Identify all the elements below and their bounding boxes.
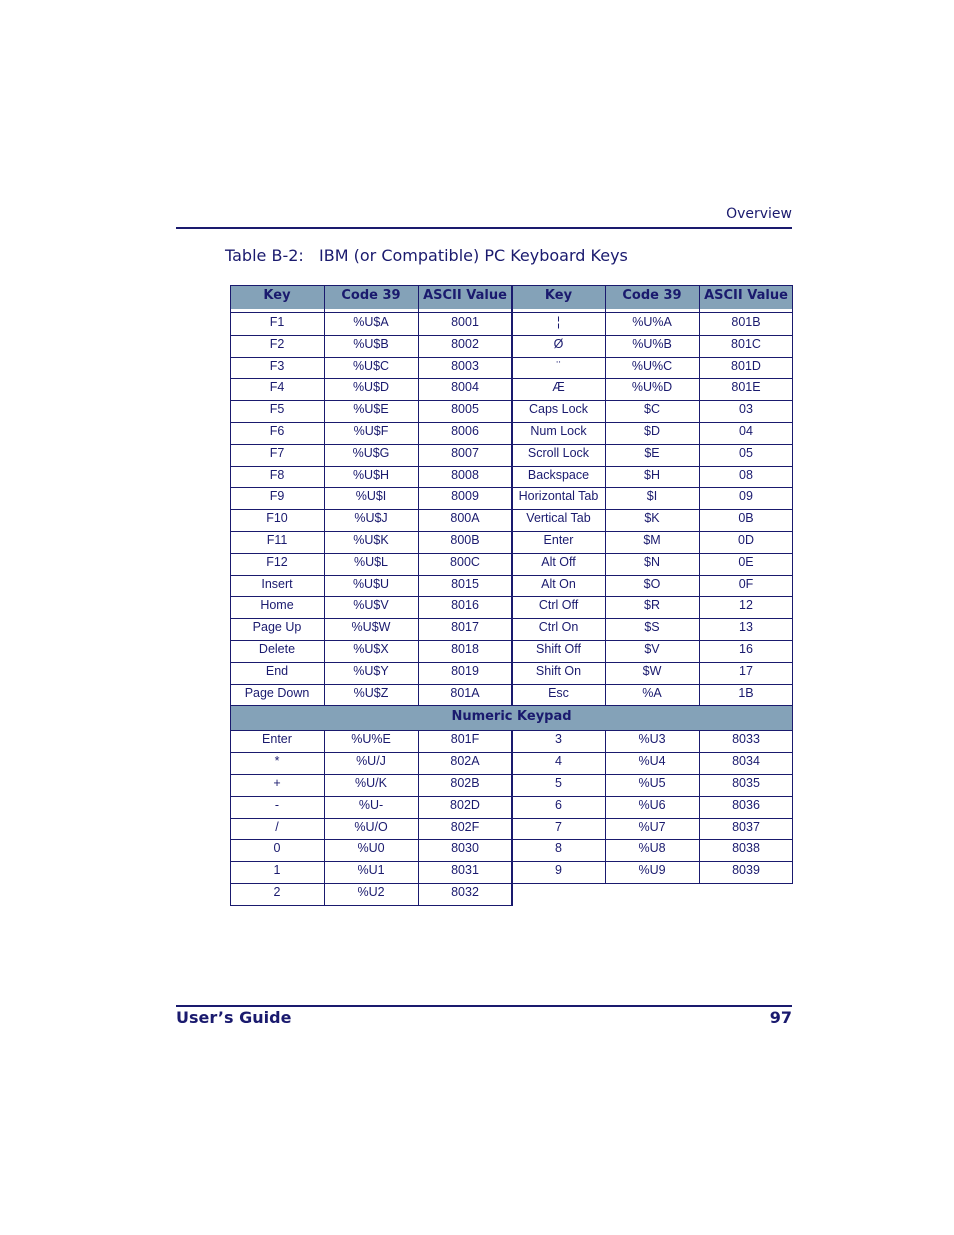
table-cell: %U$D	[352, 380, 390, 395]
table-cell: Ø	[553, 336, 564, 351]
table-cell: 8009	[451, 489, 479, 504]
table-gridline	[511, 285, 513, 706]
table-cell: F4	[269, 380, 285, 395]
table-cell: %U0	[357, 841, 385, 856]
table-cell: 801A	[450, 685, 480, 700]
table-cell: %A	[642, 685, 662, 700]
table-cell: *	[274, 754, 280, 769]
table-cell: 801C	[731, 336, 761, 351]
table-cell: 0	[273, 841, 281, 856]
table-gridline	[605, 730, 606, 884]
table-cell: %U3	[638, 732, 666, 747]
table-cell: $M	[643, 533, 661, 547]
table-cell: 8016	[451, 598, 479, 613]
table-cell: 13	[739, 620, 753, 635]
table-cell: Horizontal Tab	[518, 489, 599, 504]
table-cell: %U-	[358, 797, 384, 812]
column-header: Code 39	[324, 285, 418, 309]
table-cell: 5	[555, 776, 562, 790]
table-cell: 802F	[450, 819, 480, 834]
table-cell: 8002	[451, 336, 479, 351]
column-header: Key	[230, 285, 324, 309]
table-cell: $E	[644, 445, 660, 460]
table-cell: 801E	[731, 380, 761, 395]
table-cell: Enter	[543, 533, 574, 547]
table-cell: %U%C	[631, 358, 673, 373]
table-gridline	[418, 730, 419, 905]
table-cell: 8006	[451, 424, 479, 438]
table-cell: 08	[739, 467, 753, 482]
table-cell: %U$U	[352, 576, 390, 591]
table-cell: $D	[644, 424, 660, 438]
table-cell: Scroll Lock	[527, 445, 590, 460]
table-gridline	[230, 705, 231, 730]
table-cell: %U$F	[353, 424, 389, 438]
table-cell: F8	[269, 467, 285, 482]
table-cell: 8030	[451, 841, 479, 856]
footer-title: User’s Guide	[176, 1008, 292, 1027]
header-rule	[176, 227, 792, 229]
table-cell: %U$E	[353, 402, 389, 417]
table-gridline	[792, 285, 793, 706]
table-cell: $V	[644, 642, 660, 656]
table-cell: F7	[269, 445, 285, 460]
table-cell: %U$J	[354, 511, 388, 526]
table-cell: 8035	[732, 776, 760, 790]
table-cell: 2	[273, 885, 281, 899]
table-cell: 8033	[732, 732, 760, 747]
table-cell: %U%E	[351, 732, 391, 747]
table-cell: %U$W	[351, 620, 391, 635]
table-cell: %U$H	[352, 467, 390, 482]
table-cell: 05	[739, 445, 753, 460]
table-cell: +	[273, 776, 281, 790]
table-cell: 801F	[450, 732, 480, 747]
table-cell: 8004	[451, 380, 479, 395]
table-gridline	[605, 285, 606, 706]
table-cell: %U5	[638, 776, 666, 790]
numeric-keypad-title: Numeric Keypad	[230, 706, 793, 730]
table-cell: %U9	[638, 863, 666, 878]
table-cell: Backspace	[527, 467, 590, 482]
table-cell: 801D	[731, 358, 761, 373]
table-cell: 800C	[450, 554, 480, 569]
table-cell: Caps Lock	[528, 402, 589, 417]
table-cell: 03	[739, 402, 753, 417]
table-cell: F12	[266, 554, 288, 569]
table-cell: F10	[266, 511, 288, 526]
table-cell: F3	[269, 358, 285, 373]
table-cell: %U$G	[352, 445, 390, 460]
table-cell: %U/J	[356, 754, 386, 769]
table-cell: F6	[269, 424, 285, 438]
table-cell: Shift Off	[536, 642, 581, 656]
table-gridline	[792, 730, 793, 884]
footer-rule	[176, 1005, 792, 1007]
table-cell: %U%D	[631, 380, 673, 395]
table-cell: $W	[642, 663, 662, 678]
table-cell: $I	[646, 489, 658, 504]
table-cell: 8008	[451, 467, 479, 482]
table-cell: $O	[643, 576, 661, 591]
column-header: Code 39	[605, 285, 699, 309]
table-cell: Ctrl Off	[538, 598, 579, 613]
table-cell: /	[275, 819, 279, 834]
table-cell: %U4	[638, 754, 666, 769]
table-cell: Page Up	[252, 620, 302, 635]
table-cell: F2	[269, 336, 285, 351]
table-cell: 802D	[450, 797, 480, 812]
table-cell: 17	[739, 663, 753, 678]
table-cell: %U$K	[353, 533, 389, 547]
table-cell: %U$B	[353, 336, 389, 351]
table-cell: 8001	[451, 315, 479, 329]
table-gridline	[792, 705, 793, 730]
table-cell: 3	[555, 732, 562, 747]
table-cell: $C	[644, 402, 660, 417]
table-cell: 8036	[732, 797, 760, 812]
table-cell: $R	[644, 598, 660, 613]
column-header: Key	[512, 285, 605, 309]
table-cell: F11	[266, 533, 288, 547]
table-cell: 802B	[450, 776, 480, 790]
table-cell: %U/O	[354, 819, 388, 834]
table-cell: Shift On	[535, 663, 582, 678]
table-cell: 0E	[738, 554, 754, 569]
table-cell: 800B	[450, 533, 480, 547]
table-cell: %U$X	[353, 642, 389, 656]
table-cell: Esc	[548, 685, 569, 700]
table-cell: $H	[644, 467, 660, 482]
table-cell: Insert	[261, 576, 293, 591]
table-cell: 0B	[738, 511, 754, 526]
table-gridline	[230, 730, 231, 905]
table-cell: 8005	[451, 402, 479, 417]
table-cell: 8007	[451, 445, 479, 460]
table-cell: 8015	[451, 576, 479, 591]
table-cell: $N	[644, 554, 660, 569]
table-cell: %U1	[357, 863, 385, 878]
table-cell: 8018	[451, 642, 479, 656]
table-cell: Vertical Tab	[526, 511, 591, 526]
numeric-keypad-section-header	[230, 706, 793, 730]
table-cell: F9	[269, 489, 285, 504]
table-cell: 8037	[732, 819, 760, 834]
table-cell: 0D	[738, 533, 754, 547]
table-cell: 801B	[731, 315, 761, 329]
table-caption: Table B-2: IBM (or Compatible) PC Keyboard Keys	[225, 246, 628, 265]
table-cell: End	[265, 663, 289, 678]
running-header-section: Overview	[726, 206, 792, 222]
table-cell: %U%A	[632, 315, 672, 329]
table-gridline	[230, 285, 793, 286]
table-cell: 8019	[451, 663, 479, 678]
table-cell: %U$V	[353, 598, 389, 613]
table-gridline	[418, 285, 419, 706]
table-cell: Delete	[258, 642, 296, 656]
table-cell: 800A	[450, 511, 480, 526]
table-cell: 7	[555, 819, 562, 834]
table-cell: 8031	[451, 863, 479, 878]
table-cell: %U$A	[353, 315, 389, 329]
table-cell: 1B	[738, 685, 754, 700]
table-cell: 8032	[451, 885, 479, 899]
table-cell: ¦	[556, 315, 561, 329]
table-cell: 4	[555, 754, 562, 769]
table-cell: 0F	[738, 576, 754, 591]
table-cell: %U$C	[352, 358, 390, 373]
table-gridline	[511, 730, 513, 905]
table-cell: $K	[644, 511, 660, 526]
table-cell: Num Lock	[530, 424, 587, 438]
table-cell: Æ	[552, 380, 565, 395]
table-gridline	[699, 730, 700, 884]
table-cell: 12	[739, 598, 753, 613]
table-cell: %U$Z	[353, 685, 389, 700]
table-cell: 8038	[732, 841, 760, 856]
table-cell: 04	[739, 424, 753, 438]
table-cell: %U8	[638, 841, 666, 856]
table-cell: %U$Y	[353, 663, 389, 678]
table-cell: F1	[269, 315, 285, 329]
table-cell: 802A	[450, 754, 480, 769]
table-cell: %U/K	[355, 776, 387, 790]
table-cell: 8	[555, 841, 562, 856]
table-cell: 1	[273, 863, 281, 878]
page-number: 97	[769, 1008, 792, 1027]
table-cell: Alt On	[541, 576, 576, 591]
table-cell: %U7	[638, 819, 666, 834]
table-cell: Home	[260, 598, 294, 613]
table-cell: 8017	[451, 620, 479, 635]
table-cell: Enter	[262, 732, 292, 747]
table-cell: Page Down	[244, 685, 310, 700]
column-header: ASCII Value	[418, 285, 512, 309]
table-cell: $S	[644, 620, 660, 635]
table-gridline	[324, 285, 325, 706]
table-cell: 9	[555, 863, 562, 878]
column-header: ASCII Value	[699, 285, 793, 309]
table-cell: 8034	[732, 754, 760, 769]
table-cell: 09	[739, 489, 753, 504]
table-gridline	[699, 285, 700, 706]
table-cell: Alt Off	[541, 554, 576, 569]
table-gridline	[230, 905, 512, 906]
table-gridline	[324, 730, 325, 905]
table-cell: 8003	[451, 358, 479, 373]
table-cell: Ctrl On	[538, 620, 579, 635]
table-cell: %U2	[357, 885, 385, 899]
table-cell: 8039	[732, 863, 760, 878]
table-gridline	[230, 285, 231, 706]
table-cell: -	[274, 797, 280, 812]
table-cell: %U$L	[353, 554, 389, 569]
table-cell: ¨	[556, 358, 561, 373]
table-cell: 16	[739, 642, 753, 656]
table-cell: F5	[269, 402, 285, 417]
table-cell: %U%B	[632, 336, 672, 351]
table-cell: 6	[555, 797, 562, 812]
table-cell: %U$I	[355, 489, 387, 504]
table-cell: %U6	[638, 797, 666, 812]
